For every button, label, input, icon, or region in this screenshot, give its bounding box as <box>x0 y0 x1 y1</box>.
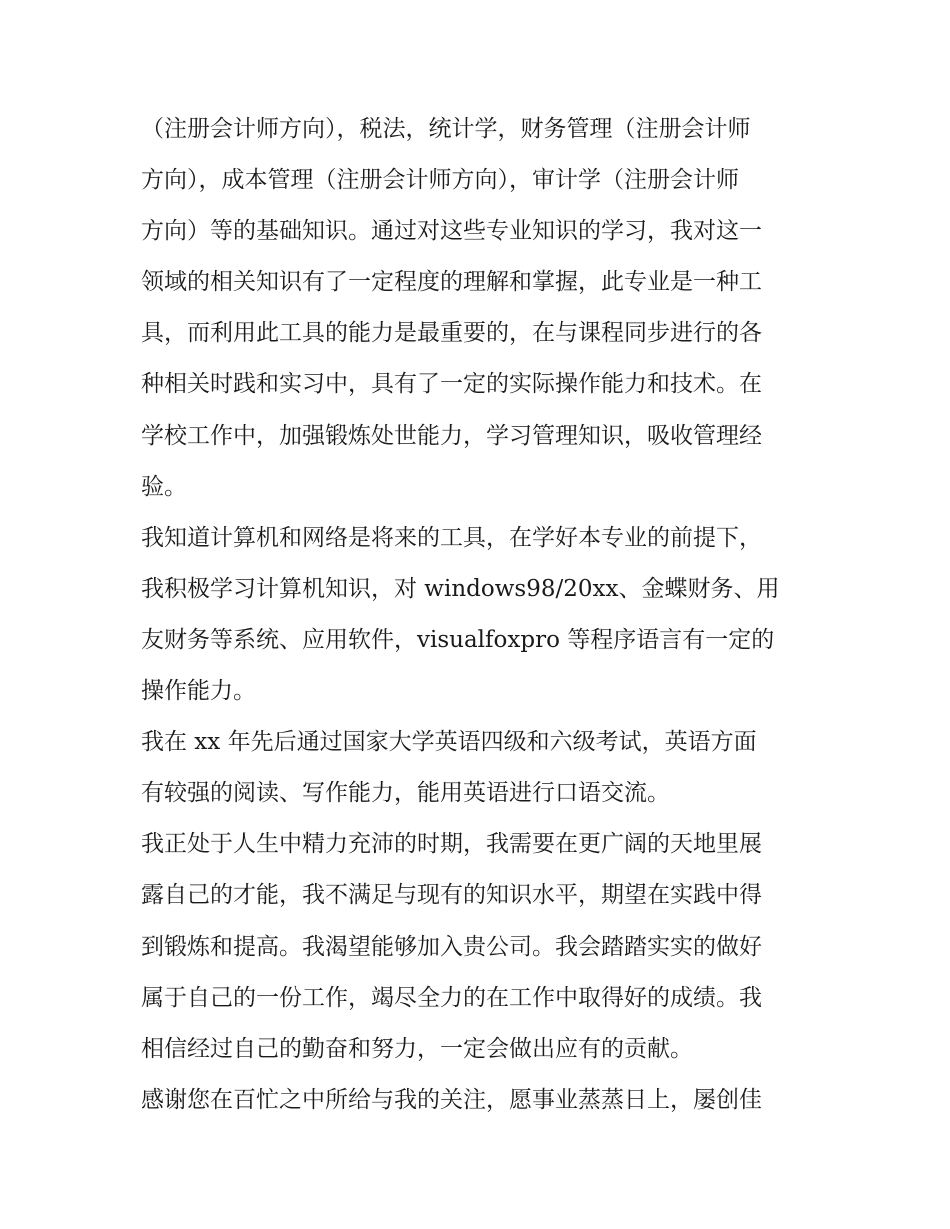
text-line: 有较强的阅读、写作能力，能用英语进行口语交流。 <box>141 780 670 807</box>
text-line: 感谢您在百忙之中所给与我的关注，愿事业蒸蒸日上，屡创佳 <box>141 1086 762 1113</box>
text-line: 操作能力。 <box>141 678 256 705</box>
text-line: 种相关时践和实习中，具有了一定的实际操作能力和技术。在 <box>141 371 762 398</box>
text-line: 方向）等的基础知识。通过对这些专业知识的学习，我对这一 <box>141 218 762 245</box>
text-line: 学校工作中，加强锻炼处世能力，学习管理知识，吸收管理经 <box>141 422 762 449</box>
text-line: 验。 <box>141 473 187 500</box>
document-body <box>141 104 821 1126</box>
text-line: 我知道计算机和网络是将来的工具，在学好本专业的前提下， <box>141 524 762 551</box>
text-line: 具，而利用此工具的能力是最重要的，在与课程同步进行的各 <box>141 320 762 347</box>
text-line: 方向），成本管理（注册会计师方向），审计学（注册会计师 <box>141 167 739 194</box>
text-line: 我积极学习计算机知识，对 windows98/20xx、金蝶财务、用 <box>141 575 780 602</box>
text-line: 相信经过自己的勤奋和努力，一定会做出应有的贡献。 <box>141 1035 693 1062</box>
text-line: 领域的相关知识有了一定程度的理解和掌握，此专业是一种工 <box>141 269 762 296</box>
text-line: 属于自己的一份工作，竭尽全力的在工作中取得好的成绩。我 <box>141 984 762 1011</box>
text-line: 露自己的才能，我不满足与现有的知识水平，期望在实践中得 <box>141 882 762 909</box>
text-line: 到锻炼和提高。我渴望能够加入贵公司。我会踏踏实实的做好 <box>141 933 762 960</box>
text-line: 我正处于人生中精力充沛的时期，我需要在更广阔的天地里展 <box>141 831 762 858</box>
text-line: 我在 xx 年先后通过国家大学英语四级和六级考试，英语方面 <box>141 729 757 756</box>
text-line: （注册会计师方向），税法，统计学，财务管理（注册会计师 <box>141 116 751 142</box>
text-line: 友财务等系统、应用软件，visualfoxpro 等程序语言有一定的 <box>141 626 775 653</box>
